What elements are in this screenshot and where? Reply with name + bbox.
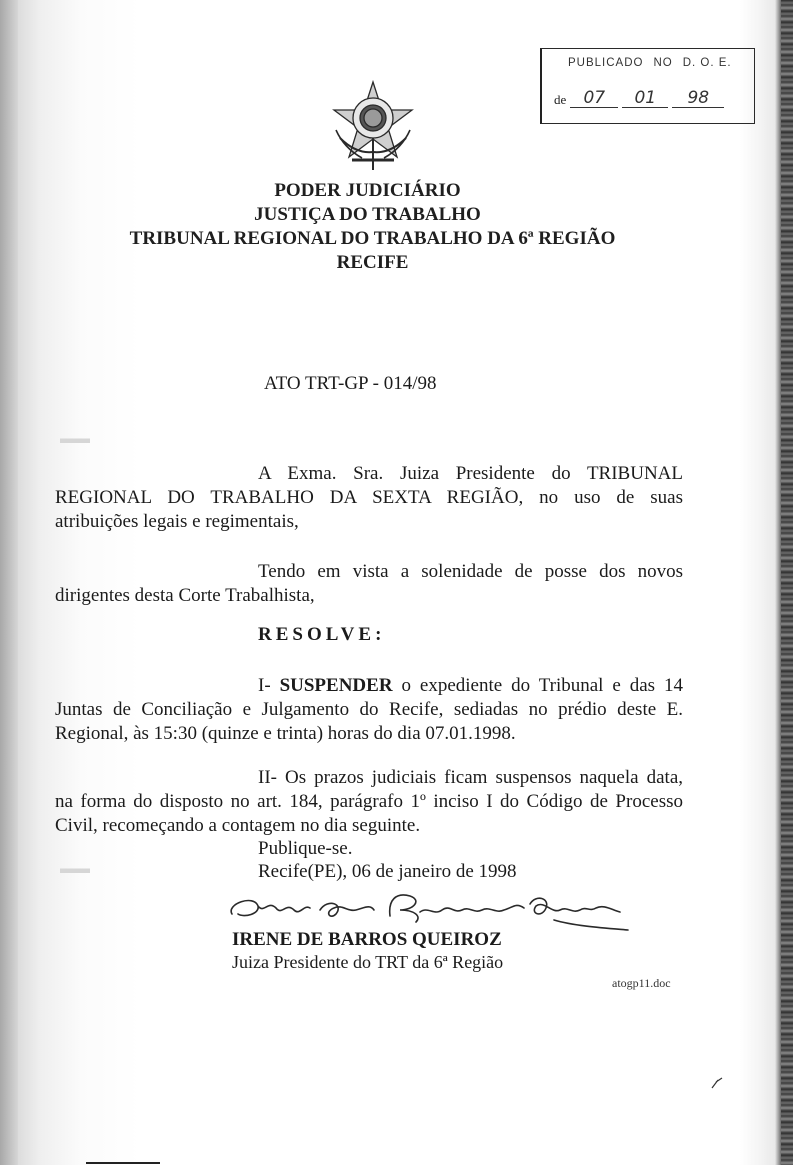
- stamp-label-doe: D. O. E.: [682, 57, 732, 69]
- header-justica-do-trabalho: JUSTIÇA DO TRABALHO: [254, 204, 481, 225]
- paragraph-1-line-1: A Exma. Sra. Juiza Presidente do TRIBUNAL: [258, 463, 683, 484]
- suspend-keyword: SUSPENDER: [279, 675, 393, 696]
- signer-name: IRENE DE BARROS QUEIROZ: [232, 929, 502, 950]
- bleed-through-mark: ▬▬: [60, 430, 90, 447]
- stamp-year: 98: [672, 89, 724, 108]
- stamp-label-publicado: PUBLICADO: [568, 57, 644, 69]
- bleed-through-mark: ▬▬: [60, 860, 90, 877]
- stamp-day: 07: [570, 89, 618, 108]
- stamp-month: 01: [622, 89, 668, 108]
- scan-right-edge: [781, 0, 793, 1165]
- paragraph-1-line-3: atribuições legais e regimentais,: [55, 511, 299, 532]
- stamp-label-no: NO: [653, 57, 673, 69]
- act-title: ATO TRT-GP - 014/98: [264, 373, 437, 394]
- pen-mark-icon: [710, 1076, 724, 1090]
- place-and-date: Recife(PE), 06 de janeiro de 1998: [258, 861, 517, 882]
- paragraph-4-line-2: na forma do disposto no art. 184, parágrafo 1º inciso I do Código de Processo: [55, 791, 683, 812]
- bottom-rule: [86, 1162, 160, 1164]
- resolve-heading: RESOLVE:: [258, 624, 386, 645]
- paragraph-3-line-1: [258, 674, 683, 698]
- paragraph-3-line-2: Juntas de Conciliação e Julgamento do Recife, sediadas no prédio deste E.: [55, 699, 683, 720]
- file-reference: atogp11.doc: [612, 976, 671, 990]
- stamp-date: [554, 89, 724, 108]
- scan-left-edge: [0, 0, 18, 1165]
- publish-note: Publique-se.: [258, 838, 353, 859]
- paragraph-3-line-1-rest: o expediente do Tribunal e das 14: [392, 675, 683, 696]
- paragraph-4-line-3: Civil, recomeçando a contagem no dia seguinte.: [55, 815, 421, 836]
- paragraph-1-line-2: REGIONAL DO TRABALHO DA SEXTA REGIÃO, no uso de suas: [55, 487, 683, 508]
- brazil-coat-of-arms-icon: [326, 78, 420, 172]
- publication-stamp: [540, 48, 755, 124]
- header-recife: RECIFE: [336, 252, 409, 273]
- paragraph-4-line-1: II- Os prazos judiciais ficam suspensos naquela data,: [258, 767, 683, 788]
- stamp-label-de: de: [554, 92, 567, 107]
- paragraph-2-line-1: Tendo em vista a solenidade de posse dos novos: [258, 561, 683, 582]
- signer-title: Juiza Presidente do TRT da 6ª Região: [232, 952, 504, 972]
- item-number: I-: [258, 675, 280, 696]
- header-poder-judiciario: PODER JUDICIÁRIO: [274, 180, 461, 201]
- header-tribunal-regional: TRIBUNAL REGIONAL DO TRABALHO DA 6ª REGIÃO: [129, 228, 616, 249]
- paragraph-2-line-2: dirigentes desta Corte Trabalhista,: [55, 585, 315, 606]
- stamp-header: [568, 57, 732, 69]
- paragraph-3-line-3: Regional, às 15:30 (quinze e trinta) horas do dia 07.01.1998.: [55, 723, 516, 744]
